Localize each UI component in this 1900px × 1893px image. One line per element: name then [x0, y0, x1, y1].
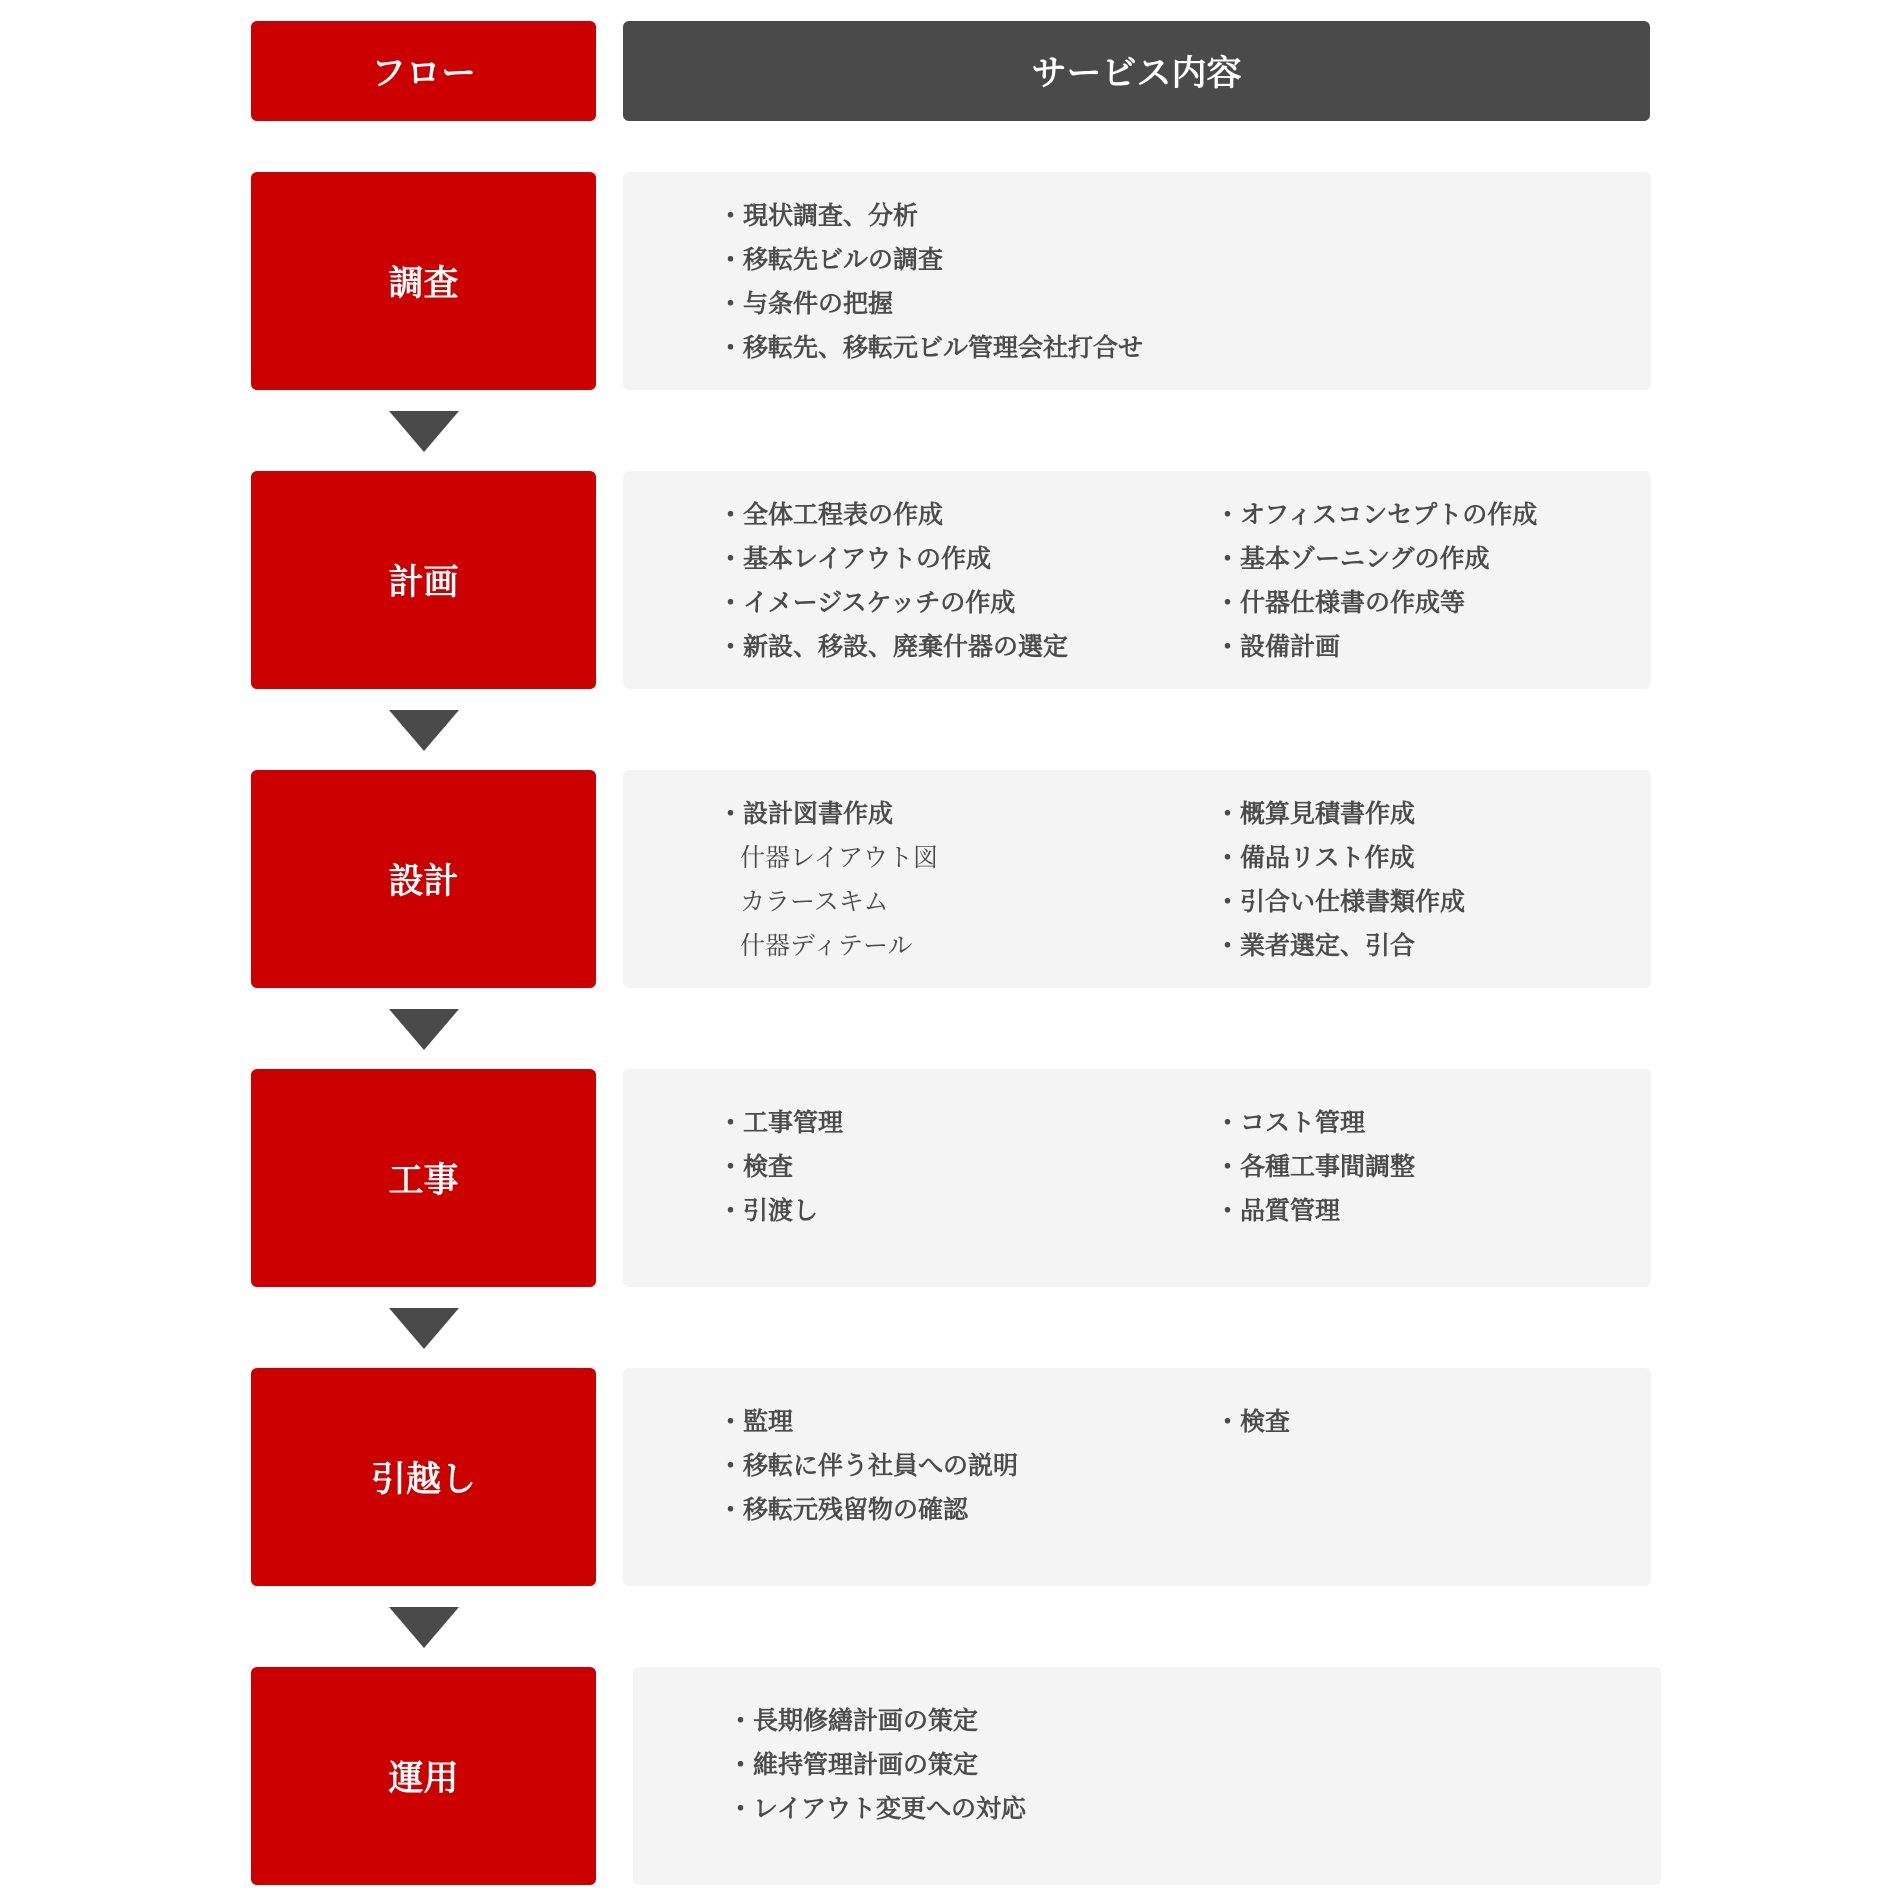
service-item: ・オフィスコンセプトの作成 — [1215, 500, 1538, 529]
service-subitem: カラースキム — [740, 887, 889, 916]
service-subitem: 什器レイアウト図 — [740, 843, 939, 872]
service-item: ・基本ゾーニングの作成 — [1215, 544, 1490, 573]
flow-step-label: 設計 — [388, 862, 459, 902]
service-item: ・与条件の把握 — [718, 289, 894, 318]
service-list — [1215, 493, 1537, 669]
down-arrow-icon — [389, 1308, 459, 1349]
service-item: ・維持管理計画の策定 — [728, 1750, 979, 1779]
service-item: ・移転元残留物の確認 — [718, 1495, 969, 1524]
flow-step — [251, 1368, 596, 1586]
service-panel — [633, 1667, 1661, 1885]
service-panel — [623, 770, 1651, 988]
service-item: ・引合い仕様書類作成 — [1215, 887, 1466, 916]
down-arrow-icon — [389, 1607, 459, 1648]
service-list — [728, 1699, 1026, 1831]
service-item: ・引渡し — [718, 1196, 819, 1225]
flow-step-label: 運用 — [388, 1759, 459, 1799]
service-item: ・概算見積書作成 — [1215, 799, 1416, 828]
service-item: ・什器仕様書の作成等 — [1215, 588, 1466, 617]
flow-step — [251, 172, 596, 390]
service-item: ・備品リスト作成 — [1215, 843, 1415, 872]
service-item: ・移転に伴う社員への説明 — [718, 1451, 1019, 1480]
flow-step-label: 引越し — [370, 1460, 476, 1500]
service-item: ・新設、移設、廃棄什器の選定 — [718, 632, 1069, 661]
service-item: ・監理 — [718, 1407, 794, 1436]
service-item: ・各種工事間調整 — [1215, 1152, 1416, 1181]
flow-step — [251, 1667, 596, 1885]
flow-step — [251, 1069, 596, 1287]
service-item: ・設計図書作成 — [718, 799, 894, 828]
service-panel — [623, 1368, 1651, 1586]
service-item: ・移転先ビルの調査 — [718, 245, 944, 274]
service-item: ・全体工程表の作成 — [718, 500, 944, 529]
down-arrow-icon — [389, 710, 459, 751]
service-list — [718, 1101, 843, 1233]
flow-step-label: 計画 — [388, 563, 459, 603]
service-list — [718, 493, 1068, 669]
service-item: ・レイアウト変更への対応 — [728, 1794, 1027, 1823]
service-item: ・工事管理 — [718, 1108, 844, 1137]
service-panel — [623, 172, 1651, 390]
flow-step-label: 工事 — [388, 1161, 459, 1201]
service-item: ・検査 — [1215, 1407, 1291, 1436]
service-item: ・品質管理 — [1215, 1196, 1341, 1225]
service-panel — [623, 1069, 1651, 1287]
service-list — [718, 792, 938, 968]
service-list — [718, 194, 1143, 370]
service-list — [1215, 1101, 1415, 1233]
down-arrow-icon — [389, 411, 459, 452]
flow-step — [251, 471, 596, 689]
service-list — [718, 1400, 1018, 1532]
service-item: ・現状調査、分析 — [718, 201, 919, 230]
service-item: ・移転先、移転元ビル管理会社打合せ — [718, 333, 1144, 362]
service-header-label: サービス内容 — [1031, 54, 1242, 94]
service-subitem: 什器ディテール — [740, 931, 913, 960]
service-item: ・長期修繕計画の策定 — [728, 1706, 979, 1735]
flow-step-label: 調査 — [388, 264, 459, 304]
service-item: ・基本レイアウトの作成 — [718, 544, 992, 573]
service-item: ・イメージスケッチの作成 — [718, 588, 1016, 617]
flow-step — [251, 770, 596, 988]
service-item: ・検査 — [718, 1152, 794, 1181]
service-item: ・設備計画 — [1215, 632, 1341, 661]
service-list — [1215, 792, 1465, 968]
service-header — [623, 21, 1650, 121]
flow-header — [251, 21, 596, 121]
service-list — [1215, 1400, 1290, 1444]
service-item: ・業者選定、引合 — [1215, 931, 1416, 960]
service-panel — [623, 471, 1651, 689]
flow-header-label: フロー — [370, 54, 476, 94]
service-item: ・コスト管理 — [1215, 1108, 1366, 1137]
down-arrow-icon — [389, 1009, 459, 1050]
